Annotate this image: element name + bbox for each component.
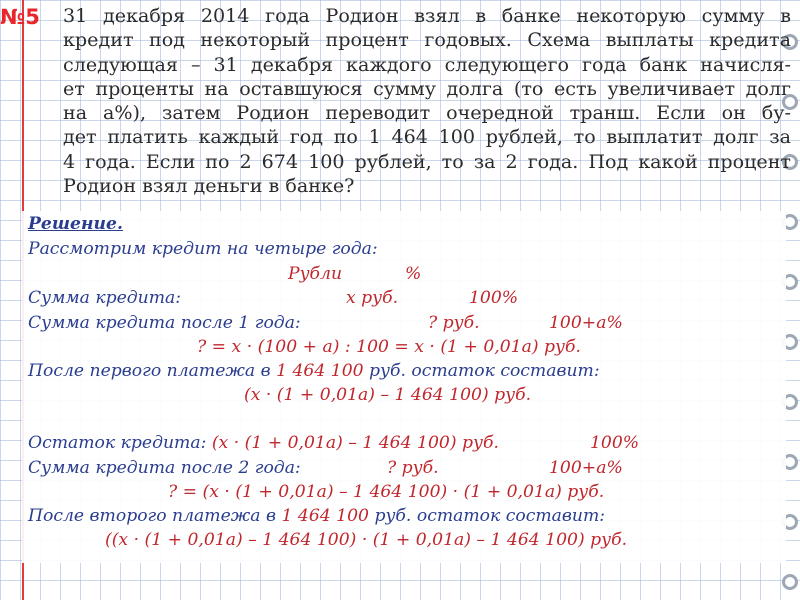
row-credit-label: Сумма кредита: [28,288,182,308]
row-credit-percent: 100% [469,288,519,308]
problem-line: 4 года. Если по 2 674 100 рублей, то за 2 года. Под какой процент [63,149,791,173]
problem-line: Родион взял деньги в банке? [63,174,355,198]
row-after-year2-percent: 100+a% [549,458,623,478]
solution-panel [22,211,786,563]
row-credit-rubles: x руб. [346,288,399,308]
problem-line: на a%), затем Родион переводит очередной транш. Если он бу- [63,101,791,125]
after-payment2-rest: руб. остаток составит: [374,506,606,526]
remainder-year2: ((x · (1 + 0,01a) – 1 464 100) · (1 + 0,01a) – 1 464 100) руб. [105,530,628,550]
formula-year2: ? = (x · (1 + 0,01a) – 1 464 100) · (1 + 0,01a) руб. [168,482,605,502]
payment-amount: 1 464 100 [281,506,369,526]
remainder-year1: (x · (1 + 0,01a) – 1 464 100) руб. [244,385,532,405]
column-header-rubles: Рубли [288,264,343,284]
spiral-ring [782,574,798,590]
column-header-percent: % [405,264,422,284]
solution-intro: Рассмотрим кредит на четыре года: [28,239,378,259]
solution-heading: Решение. [28,214,123,234]
balance-line [28,433,499,453]
problem-line: ет проценты на оставшуюся сумму долга (то есть увеличивает долг [63,76,791,100]
row-after-year1-rubles: ? руб. [428,313,480,333]
row-after-year2-rubles: ? руб. [387,458,439,478]
problem-statement [63,4,791,198]
row-after-year1-percent: 100+a% [549,313,623,333]
problem-line: следующая – 31 декабря каждого следующего года банк начисля- [63,52,791,76]
row-after-year1-label: Сумма кредита после 1 года: [28,313,301,333]
problem-number-badge: №5 [0,5,40,29]
balance-value: (x · (1 + 0,01a) – 1 464 100) руб. [211,433,499,453]
after-payment1-label: После первого платежа в [28,361,271,381]
problem-line: кредит под некоторый процент годовых. Схема выплаты кредита [63,28,791,52]
after-payment1-line [28,361,600,381]
balance-label: Остаток кредита: [28,433,207,453]
after-payment1-rest: руб. остаток составит: [369,361,600,381]
payment-amount: 1 464 100 [276,361,364,381]
problem-line: дет платить каждый год по 1 464 100 рублей, то выплатит долг за [63,125,791,149]
problem-line: 31 декабря 2014 года Родион взял в банке некоторую сумму в [63,4,791,27]
formula-year1: ? = x · (100 + a) : 100 = x · (1 + 0,01a) руб. [197,337,581,357]
balance-percent: 100% [590,433,640,453]
after-payment2-label: После второго платежа в [28,506,277,526]
after-payment2-line [28,506,605,526]
row-after-year2-label: Сумма кредита после 2 года: [28,458,301,478]
